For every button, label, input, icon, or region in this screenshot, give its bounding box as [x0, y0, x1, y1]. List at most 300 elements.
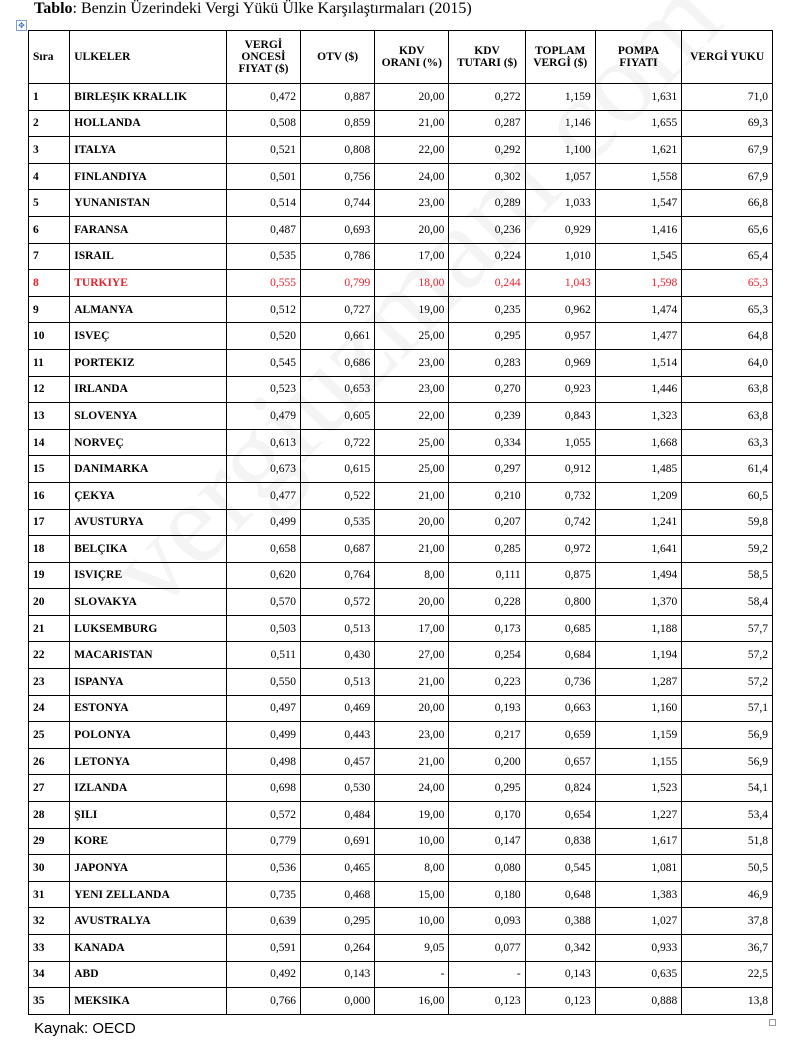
cell-country: MEKSIKA [70, 988, 227, 1015]
cell-country: BIRLEŞIK KRALLIK [70, 84, 227, 111]
cell-vergi-oncesi-fiyat: 0,503 [226, 615, 300, 642]
table-row [29, 349, 773, 376]
cell-vergi-yuku: 57,2 [682, 642, 773, 669]
cell-country: ITALYA [70, 137, 227, 164]
cell-pompa-fiyati: 1,227 [595, 802, 682, 829]
cell-kdv-orani: 16,00 [375, 988, 449, 1015]
cell-toplam-vergi: 0,732 [525, 482, 595, 509]
cell-kdv-tutari: 0,292 [449, 137, 525, 164]
cell-otv: 0,744 [301, 190, 375, 217]
col-header-otv: OTV ($) [301, 31, 375, 84]
cell-vergi-yuku: 13,8 [682, 988, 773, 1015]
cell-sira: 4 [29, 163, 70, 190]
cell-vergi-yuku: 46,9 [682, 881, 773, 908]
cell-pompa-fiyati: 1,514 [595, 349, 682, 376]
cell-country: TURKIYE [70, 270, 227, 297]
cell-otv: 0,615 [301, 456, 375, 483]
cell-toplam-vergi: 0,659 [525, 722, 595, 749]
cell-vergi-yuku: 57,1 [682, 695, 773, 722]
cell-toplam-vergi: 0,742 [525, 509, 595, 536]
cell-kdv-orani: 21,00 [375, 110, 449, 137]
cell-pompa-fiyati: 1,081 [595, 855, 682, 882]
cell-country: ŞILI [70, 802, 227, 829]
table-row [29, 163, 773, 190]
cell-kdv-tutari: 0,080 [449, 855, 525, 882]
cell-vergi-oncesi-fiyat: 0,499 [226, 509, 300, 536]
cell-toplam-vergi: 0,912 [525, 456, 595, 483]
cell-pompa-fiyati: 1,655 [595, 110, 682, 137]
cell-vergi-yuku: 71,0 [682, 84, 773, 111]
cell-sira: 23 [29, 669, 70, 696]
cell-sira: 2 [29, 110, 70, 137]
cell-kdv-tutari: 0,180 [449, 881, 525, 908]
cell-pompa-fiyati: 1,155 [595, 748, 682, 775]
cell-pompa-fiyati: 1,474 [595, 296, 682, 323]
cell-vergi-oncesi-fiyat: 0,658 [226, 536, 300, 563]
cell-kdv-orani: 23,00 [375, 376, 449, 403]
cell-vergi-oncesi-fiyat: 0,497 [226, 695, 300, 722]
cell-sira: 33 [29, 935, 70, 962]
cell-kdv-orani: 24,00 [375, 163, 449, 190]
cell-country: SLOVAKYA [70, 589, 227, 616]
cell-kdv-orani: 25,00 [375, 429, 449, 456]
cell-otv: 0,295 [301, 908, 375, 935]
table-row [29, 509, 773, 536]
cell-toplam-vergi: 1,057 [525, 163, 595, 190]
cell-toplam-vergi: 1,100 [525, 137, 595, 164]
table-row [29, 828, 773, 855]
cell-country: KANADA [70, 935, 227, 962]
cell-otv: 0,469 [301, 695, 375, 722]
cell-toplam-vergi: 1,043 [525, 270, 595, 297]
cell-sira: 31 [29, 881, 70, 908]
cell-toplam-vergi: 1,033 [525, 190, 595, 217]
cell-toplam-vergi: 1,055 [525, 429, 595, 456]
cell-sira: 14 [29, 429, 70, 456]
cell-pompa-fiyati: 1,523 [595, 775, 682, 802]
cell-vergi-yuku: 54,1 [682, 775, 773, 802]
cell-toplam-vergi: 0,123 [525, 988, 595, 1015]
cell-otv: 0,443 [301, 722, 375, 749]
cell-country: FINLANDIYA [70, 163, 227, 190]
table-row [29, 190, 773, 217]
cell-country: AVUSTURYA [70, 509, 227, 536]
cell-vergi-oncesi-fiyat: 0,521 [226, 137, 300, 164]
cell-otv: 0,484 [301, 802, 375, 829]
cell-vergi-yuku: 67,9 [682, 137, 773, 164]
table-row [29, 429, 773, 456]
table-row [29, 642, 773, 669]
cell-pompa-fiyati: 1,598 [595, 270, 682, 297]
cell-toplam-vergi: 0,838 [525, 828, 595, 855]
cell-otv: 0,513 [301, 669, 375, 696]
cell-vergi-oncesi-fiyat: 0,639 [226, 908, 300, 935]
cell-toplam-vergi: 0,654 [525, 802, 595, 829]
cell-country: LUKSEMBURG [70, 615, 227, 642]
cell-kdv-orani: 24,00 [375, 775, 449, 802]
cell-otv: 0,786 [301, 243, 375, 270]
cell-pompa-fiyati: 1,416 [595, 216, 682, 243]
cell-country: ABD [70, 961, 227, 988]
cell-kdv-tutari: 0,272 [449, 84, 525, 111]
cell-country: YUNANISTAN [70, 190, 227, 217]
cell-vergi-oncesi-fiyat: 0,591 [226, 935, 300, 962]
cell-sira: 5 [29, 190, 70, 217]
cell-sira: 12 [29, 376, 70, 403]
cell-pompa-fiyati: 1,160 [595, 695, 682, 722]
table-row [29, 323, 773, 350]
cell-pompa-fiyati: 0,933 [595, 935, 682, 962]
cell-toplam-vergi: 1,159 [525, 84, 595, 111]
cell-kdv-orani: 20,00 [375, 695, 449, 722]
cell-vergi-yuku: 58,4 [682, 589, 773, 616]
table-row [29, 695, 773, 722]
cell-vergi-yuku: 53,4 [682, 802, 773, 829]
table-row [29, 589, 773, 616]
cell-kdv-tutari: 0,297 [449, 456, 525, 483]
table-row [29, 216, 773, 243]
cell-toplam-vergi: 0,962 [525, 296, 595, 323]
cell-kdv-orani: 10,00 [375, 828, 449, 855]
table-title [34, 0, 472, 18]
table-row [29, 935, 773, 962]
cell-otv: 0,465 [301, 855, 375, 882]
cell-sira: 8 [29, 270, 70, 297]
cell-toplam-vergi: 0,736 [525, 669, 595, 696]
cell-otv: 0,468 [301, 881, 375, 908]
cell-vergi-yuku: 66,8 [682, 190, 773, 217]
cell-toplam-vergi: 0,388 [525, 908, 595, 935]
cell-kdv-orani: 20,00 [375, 216, 449, 243]
cell-vergi-oncesi-fiyat: 0,511 [226, 642, 300, 669]
cell-kdv-tutari: 0,123 [449, 988, 525, 1015]
cell-vergi-yuku: 36,7 [682, 935, 773, 962]
title-bold: Tablo [34, 0, 73, 17]
cell-otv: 0,530 [301, 775, 375, 802]
cell-vergi-oncesi-fiyat: 0,550 [226, 669, 300, 696]
cell-kdv-orani: 25,00 [375, 456, 449, 483]
cell-vergi-yuku: 63,8 [682, 376, 773, 403]
cell-otv: 0,756 [301, 163, 375, 190]
cell-toplam-vergi: 0,143 [525, 961, 595, 988]
table-row [29, 270, 773, 297]
col-header-vergi-oncesi-fiyat: VERGİ ONCESİ FIYAT ($) [226, 31, 300, 84]
cell-kdv-orani: 10,00 [375, 908, 449, 935]
table-row [29, 961, 773, 988]
cell-vergi-oncesi-fiyat: 0,492 [226, 961, 300, 988]
cell-sira: 22 [29, 642, 70, 669]
cell-vergi-yuku: 63,8 [682, 403, 773, 430]
table-row [29, 403, 773, 430]
cell-toplam-vergi: 0,545 [525, 855, 595, 882]
cell-pompa-fiyati: 1,641 [595, 536, 682, 563]
cell-vergi-yuku: 64,0 [682, 349, 773, 376]
table-row [29, 456, 773, 483]
cell-kdv-tutari: 0,173 [449, 615, 525, 642]
cell-pompa-fiyati: 1,446 [595, 376, 682, 403]
cell-otv: 0,722 [301, 429, 375, 456]
cell-sira: 6 [29, 216, 70, 243]
cell-kdv-orani: 25,00 [375, 323, 449, 350]
table-row [29, 748, 773, 775]
cell-pompa-fiyati: 1,370 [595, 589, 682, 616]
cell-sira: 21 [29, 615, 70, 642]
table-row [29, 775, 773, 802]
cell-vergi-yuku: 57,7 [682, 615, 773, 642]
cell-vergi-yuku: 65,3 [682, 270, 773, 297]
cell-vergi-yuku: 65,6 [682, 216, 773, 243]
cell-sira: 18 [29, 536, 70, 563]
cell-pompa-fiyati: 1,668 [595, 429, 682, 456]
cell-kdv-tutari: 0,235 [449, 296, 525, 323]
cell-otv: 0,513 [301, 615, 375, 642]
cell-sira: 1 [29, 84, 70, 111]
cell-kdv-orani: - [375, 961, 449, 988]
cell-vergi-oncesi-fiyat: 0,477 [226, 482, 300, 509]
cell-sira: 3 [29, 137, 70, 164]
cell-country: YENI ZELLANDA [70, 881, 227, 908]
cell-otv: 0,799 [301, 270, 375, 297]
cell-kdv-orani: 17,00 [375, 615, 449, 642]
cell-vergi-yuku: 57,2 [682, 669, 773, 696]
cell-vergi-oncesi-fiyat: 0,512 [226, 296, 300, 323]
cell-country: ISVEÇ [70, 323, 227, 350]
table-row [29, 562, 773, 589]
cell-kdv-tutari: 0,223 [449, 669, 525, 696]
cell-country: IRLANDA [70, 376, 227, 403]
cell-vergi-oncesi-fiyat: 0,487 [226, 216, 300, 243]
cell-kdv-orani: 23,00 [375, 349, 449, 376]
cell-vergi-yuku: 22,5 [682, 961, 773, 988]
cell-country: ÇEKYA [70, 482, 227, 509]
cell-otv: 0,522 [301, 482, 375, 509]
cell-otv: 0,808 [301, 137, 375, 164]
cell-kdv-tutari: 0,170 [449, 802, 525, 829]
cell-otv: 0,605 [301, 403, 375, 430]
cell-country: ISPANYA [70, 669, 227, 696]
cell-otv: 0,572 [301, 589, 375, 616]
cell-vergi-oncesi-fiyat: 0,545 [226, 349, 300, 376]
table-row [29, 855, 773, 882]
cell-country: MACARISTAN [70, 642, 227, 669]
col-header-ulkeler: ULKELER [70, 31, 227, 84]
cell-sira: 25 [29, 722, 70, 749]
cell-vergi-yuku: 65,3 [682, 296, 773, 323]
cell-country: JAPONYA [70, 855, 227, 882]
cell-vergi-oncesi-fiyat: 0,523 [226, 376, 300, 403]
cell-kdv-tutari: 0,236 [449, 216, 525, 243]
table-row [29, 802, 773, 829]
cell-vergi-oncesi-fiyat: 0,472 [226, 84, 300, 111]
cell-kdv-tutari: 0,270 [449, 376, 525, 403]
cell-sira: 19 [29, 562, 70, 589]
cell-vergi-oncesi-fiyat: 0,570 [226, 589, 300, 616]
cell-pompa-fiyati: 1,241 [595, 509, 682, 536]
cell-kdv-tutari: - [449, 961, 525, 988]
cell-toplam-vergi: 0,969 [525, 349, 595, 376]
cell-toplam-vergi: 0,875 [525, 562, 595, 589]
cell-kdv-orani: 8,00 [375, 855, 449, 882]
table-row [29, 988, 773, 1015]
cell-kdv-orani: 19,00 [375, 296, 449, 323]
cell-toplam-vergi: 0,684 [525, 642, 595, 669]
cell-kdv-orani: 21,00 [375, 669, 449, 696]
cell-kdv-tutari: 0,295 [449, 775, 525, 802]
cell-otv: 0,687 [301, 536, 375, 563]
cell-toplam-vergi: 0,685 [525, 615, 595, 642]
cell-pompa-fiyati: 1,027 [595, 908, 682, 935]
cell-vergi-yuku: 56,9 [682, 748, 773, 775]
cell-pompa-fiyati: 1,621 [595, 137, 682, 164]
cell-vergi-oncesi-fiyat: 0,572 [226, 802, 300, 829]
source-note: Kaynak: OECD [34, 1020, 136, 1037]
cell-vergi-yuku: 69,3 [682, 110, 773, 137]
cell-sira: 32 [29, 908, 70, 935]
cell-toplam-vergi: 1,146 [525, 110, 595, 137]
table-row [29, 84, 773, 111]
table-row [29, 536, 773, 563]
cell-sira: 7 [29, 243, 70, 270]
cell-kdv-tutari: 0,244 [449, 270, 525, 297]
cell-vergi-yuku: 67,9 [682, 163, 773, 190]
cell-vergi-oncesi-fiyat: 0,535 [226, 243, 300, 270]
table-resize-handle[interactable] [769, 1019, 776, 1026]
cell-kdv-orani: 20,00 [375, 509, 449, 536]
cell-toplam-vergi: 0,824 [525, 775, 595, 802]
table-row [29, 722, 773, 749]
cell-sira: 15 [29, 456, 70, 483]
cell-country: POLONYA [70, 722, 227, 749]
cell-vergi-yuku: 50,5 [682, 855, 773, 882]
cell-kdv-orani: 20,00 [375, 589, 449, 616]
cell-vergi-oncesi-fiyat: 0,498 [226, 748, 300, 775]
cell-pompa-fiyati: 1,494 [595, 562, 682, 589]
cell-vergi-yuku: 56,9 [682, 722, 773, 749]
cell-otv: 0,535 [301, 509, 375, 536]
cell-sira: 34 [29, 961, 70, 988]
cell-pompa-fiyati: 1,323 [595, 403, 682, 430]
cell-otv: 0,686 [301, 349, 375, 376]
cell-vergi-oncesi-fiyat: 0,766 [226, 988, 300, 1015]
cell-vergi-oncesi-fiyat: 0,698 [226, 775, 300, 802]
col-header-sira: Sıra [29, 31, 70, 84]
table-row [29, 881, 773, 908]
cell-vergi-yuku: 60,5 [682, 482, 773, 509]
cell-otv: 0,691 [301, 828, 375, 855]
cell-pompa-fiyati: 1,159 [595, 722, 682, 749]
cell-kdv-orani: 18,00 [375, 270, 449, 297]
tax-comparison-table [28, 30, 773, 1015]
cell-sira: 20 [29, 589, 70, 616]
cell-country: ISVIÇRE [70, 562, 227, 589]
cell-kdv-orani: 23,00 [375, 722, 449, 749]
cell-sira: 28 [29, 802, 70, 829]
table-row [29, 243, 773, 270]
cell-pompa-fiyati: 1,287 [595, 669, 682, 696]
cell-pompa-fiyati: 1,477 [595, 323, 682, 350]
table-move-handle-icon[interactable]: ✥ [16, 20, 27, 31]
cell-kdv-tutari: 0,193 [449, 695, 525, 722]
header-row [29, 31, 773, 84]
cell-country: ISRAIL [70, 243, 227, 270]
cell-sira: 11 [29, 349, 70, 376]
cell-country: HOLLANDA [70, 110, 227, 137]
cell-vergi-oncesi-fiyat: 0,620 [226, 562, 300, 589]
cell-toplam-vergi: 0,663 [525, 695, 595, 722]
cell-kdv-orani: 8,00 [375, 562, 449, 589]
cell-toplam-vergi: 0,929 [525, 216, 595, 243]
cell-sira: 29 [29, 828, 70, 855]
cell-kdv-orani: 21,00 [375, 748, 449, 775]
cell-sira: 16 [29, 482, 70, 509]
col-header-kdv-orani: KDV ORANI (%) [375, 31, 449, 84]
cell-country: PORTEKIZ [70, 349, 227, 376]
cell-vergi-oncesi-fiyat: 0,520 [226, 323, 300, 350]
cell-otv: 0,143 [301, 961, 375, 988]
cell-vergi-yuku: 37,8 [682, 908, 773, 935]
cell-kdv-orani: 22,00 [375, 137, 449, 164]
cell-vergi-yuku: 51,8 [682, 828, 773, 855]
cell-country: SLOVENYA [70, 403, 227, 430]
cell-vergi-yuku: 64,8 [682, 323, 773, 350]
cell-otv: 0,264 [301, 935, 375, 962]
cell-vergi-oncesi-fiyat: 0,673 [226, 456, 300, 483]
cell-kdv-tutari: 0,093 [449, 908, 525, 935]
cell-otv: 0,457 [301, 748, 375, 775]
cell-vergi-yuku: 58,5 [682, 562, 773, 589]
cell-kdv-orani: 15,00 [375, 881, 449, 908]
cell-sira: 27 [29, 775, 70, 802]
cell-country: KORE [70, 828, 227, 855]
cell-kdv-orani: 23,00 [375, 190, 449, 217]
cell-kdv-orani: 20,00 [375, 84, 449, 111]
cell-vergi-oncesi-fiyat: 0,499 [226, 722, 300, 749]
cell-vergi-yuku: 59,2 [682, 536, 773, 563]
cell-kdv-orani: 19,00 [375, 802, 449, 829]
table-row [29, 669, 773, 696]
cell-vergi-oncesi-fiyat: 0,779 [226, 828, 300, 855]
cell-otv: 0,887 [301, 84, 375, 111]
cell-country: DANIMARKA [70, 456, 227, 483]
cell-toplam-vergi: 0,972 [525, 536, 595, 563]
cell-kdv-tutari: 0,295 [449, 323, 525, 350]
cell-otv: 0,764 [301, 562, 375, 589]
cell-vergi-yuku: 61,4 [682, 456, 773, 483]
cell-sira: 13 [29, 403, 70, 430]
cell-pompa-fiyati: 1,209 [595, 482, 682, 509]
cell-otv: 0,000 [301, 988, 375, 1015]
cell-toplam-vergi: 0,657 [525, 748, 595, 775]
cell-otv: 0,727 [301, 296, 375, 323]
cell-otv: 0,693 [301, 216, 375, 243]
cell-kdv-orani: 21,00 [375, 482, 449, 509]
cell-kdv-tutari: 0,147 [449, 828, 525, 855]
cell-pompa-fiyati: 0,888 [595, 988, 682, 1015]
cell-kdv-tutari: 0,077 [449, 935, 525, 962]
cell-kdv-tutari: 0,302 [449, 163, 525, 190]
cell-kdv-tutari: 0,289 [449, 190, 525, 217]
cell-pompa-fiyati: 1,383 [595, 881, 682, 908]
cell-kdv-orani: 27,00 [375, 642, 449, 669]
cell-vergi-yuku: 59,8 [682, 509, 773, 536]
cell-pompa-fiyati: 1,188 [595, 615, 682, 642]
cell-vergi-oncesi-fiyat: 0,735 [226, 881, 300, 908]
cell-otv: 0,653 [301, 376, 375, 403]
table-body [29, 84, 773, 1015]
cell-vergi-oncesi-fiyat: 0,613 [226, 429, 300, 456]
cell-vergi-oncesi-fiyat: 0,514 [226, 190, 300, 217]
cell-vergi-oncesi-fiyat: 0,479 [226, 403, 300, 430]
